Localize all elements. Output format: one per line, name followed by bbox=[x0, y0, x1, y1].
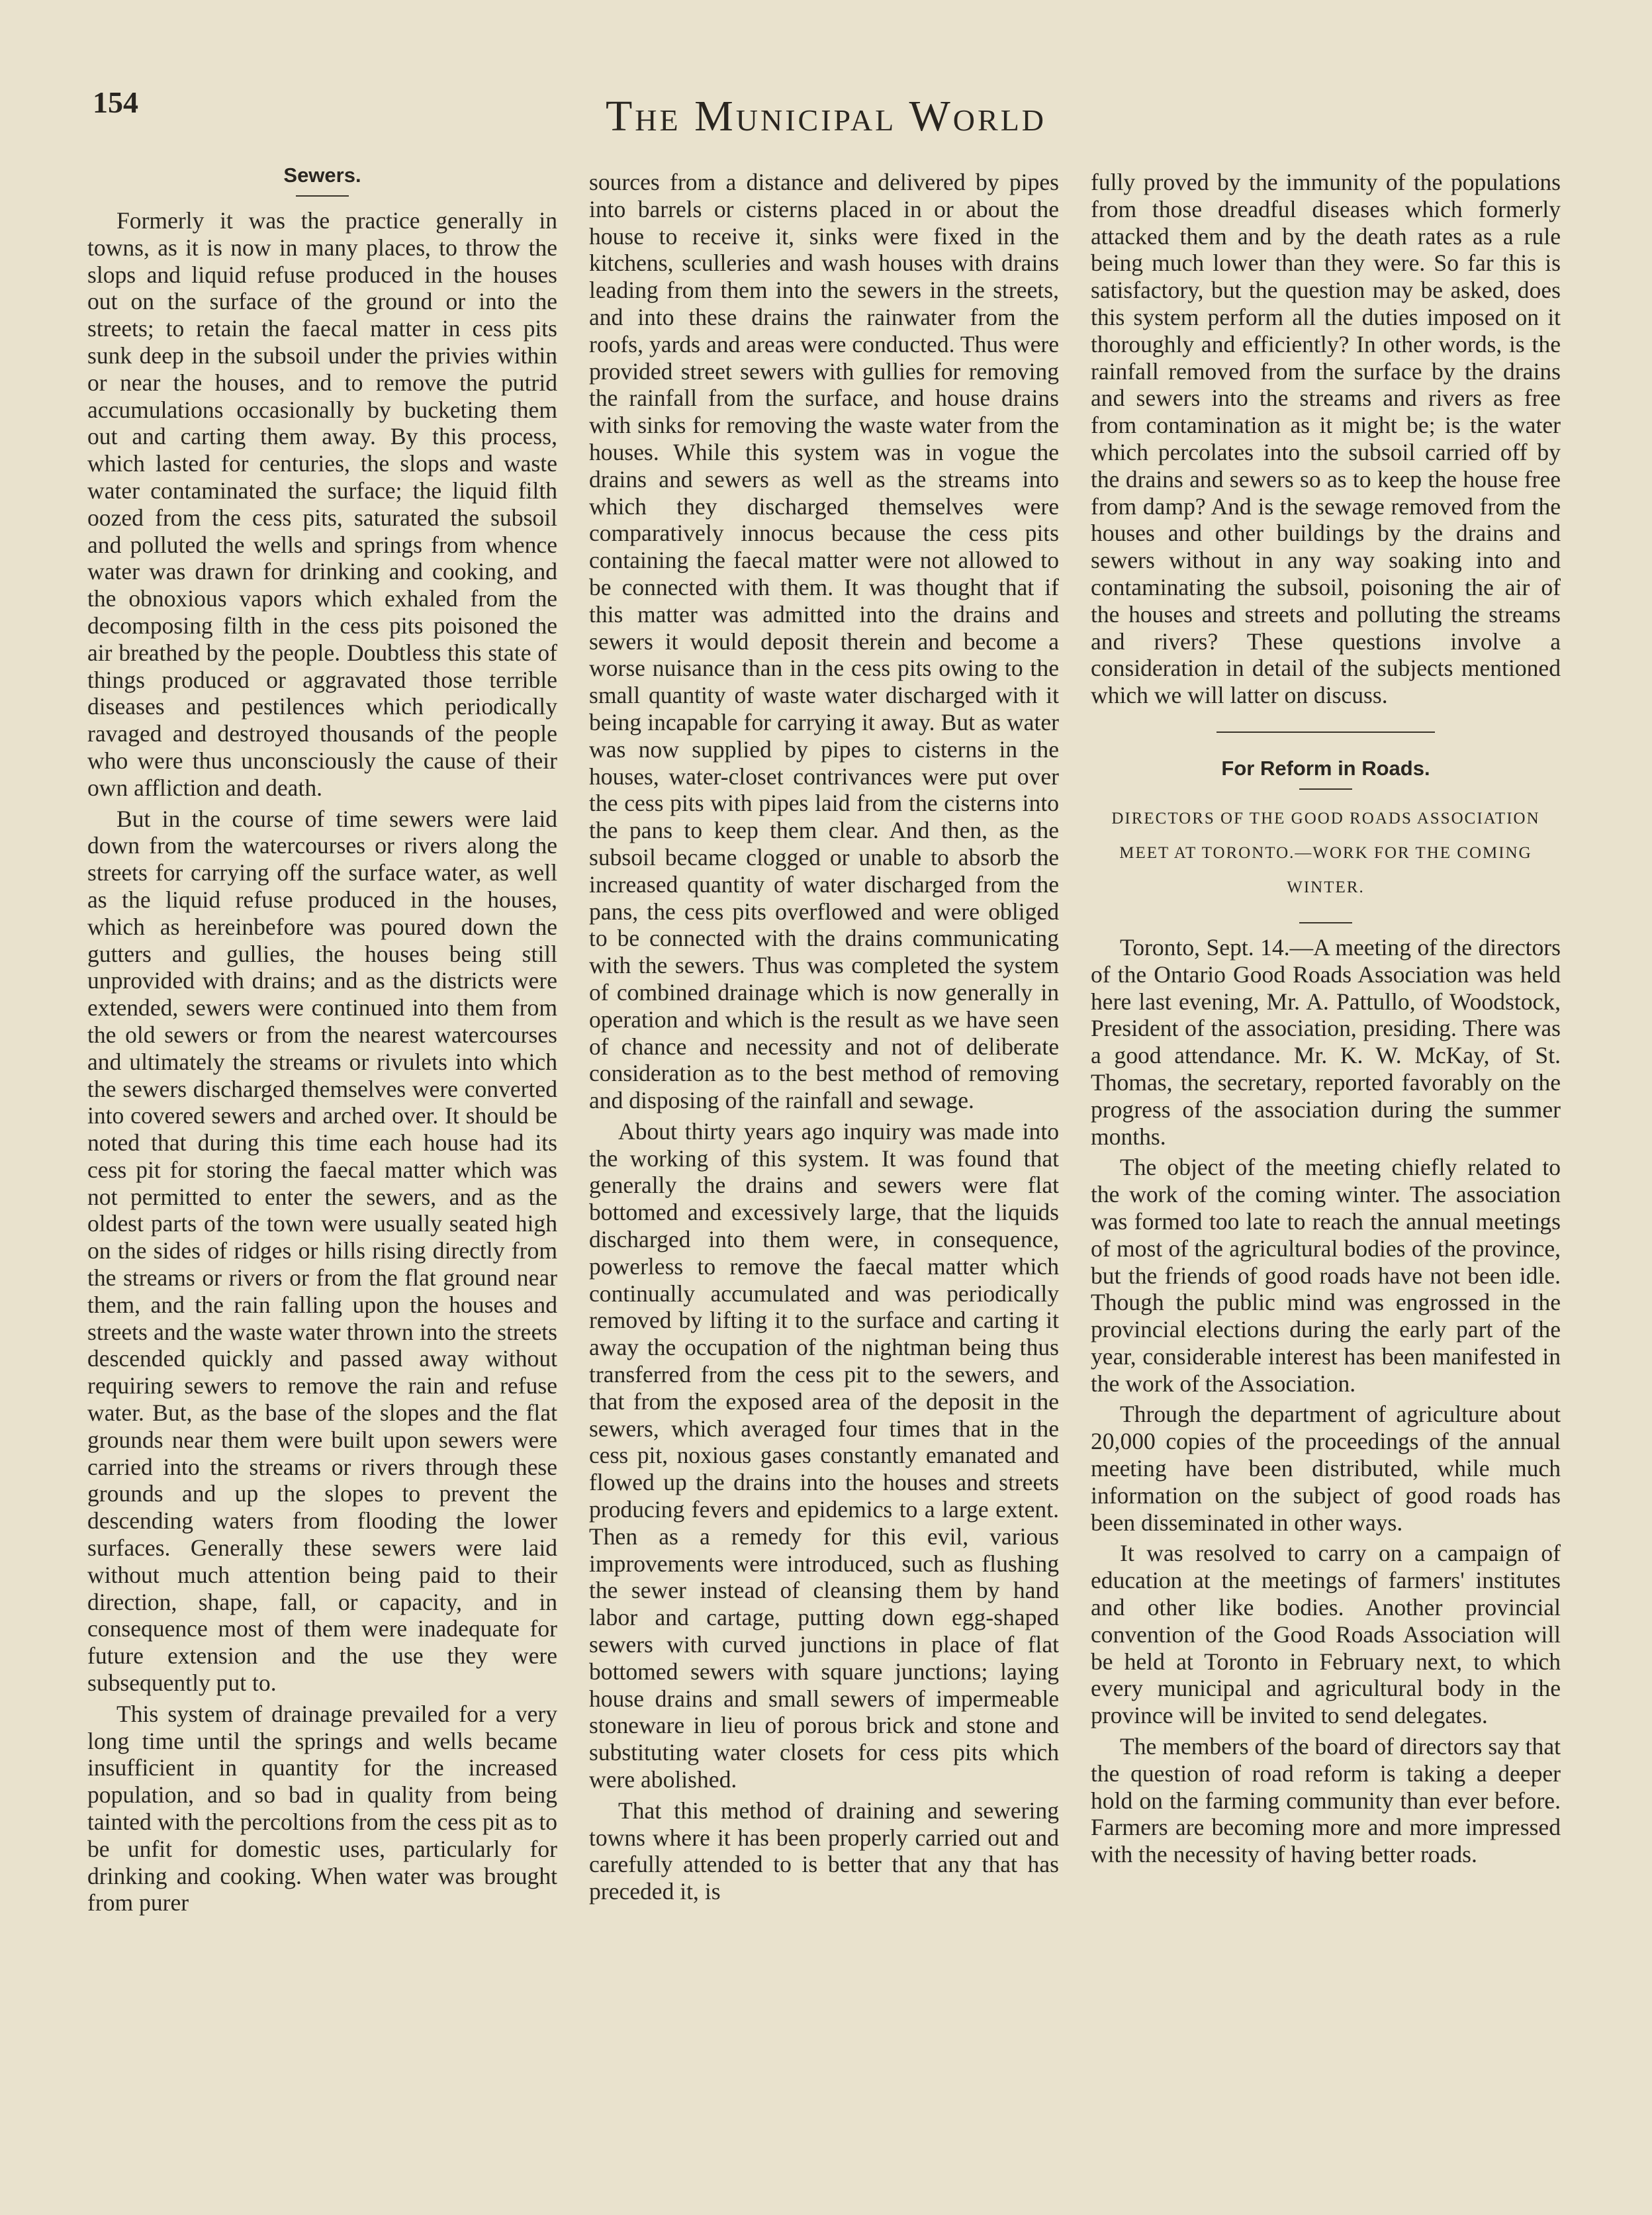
paragraph: fully proved by the immunity of the populations from those dreadful diseases which formerly attacked them and by the death rates as a rule being much lower than they were. So far this is satisfactory, but the question may be asked, does this system perform all the duties imposed on it thoroughly and efficiently? In other words, is the rainfall removed from the surface by the drains and sewers into the streams and rivers as free from contamination as it might be; is the water which percolates into the subsoil carried off by the drains and sewers so as to keep the house free from damp? And is the sewage removed from the houses and other buildings by the drains and sewers without in any way soaking into and contaminating the subsoil, poisoning the air of the houses and streets and polluting the streams and rivers? These questions involve a consideration in detail of the subjects mentioned which we will latter on discuss. bbox=[1091, 169, 1561, 709]
column-2 bbox=[589, 169, 1059, 1909]
sewers-heading: Sewers. bbox=[283, 164, 361, 187]
roads-subheading: DIRECTORS OF THE GOOD ROADS ASSOCIATION MEET AT TORONTO.—WORK FOR THE COMING WINTER. bbox=[1111, 809, 1540, 896]
heading-rule bbox=[1299, 788, 1352, 790]
roads-heading: For Reform in Roads. bbox=[1221, 756, 1430, 780]
paragraph: Formerly it was the practice generally in towns, as it is now in many places, to throw the slops and liquid refuse produced in the houses out on the surface of the ground or into the streets; to retain the faecal matter in cess pits sunk deep in the subsoil under the privies within or near the houses, and to remove the putrid accumulations occasionally by bucketing them out and carting them away. By this process, which lasted for centuries, the slops and waste water contaminated the surface; the liquid filth oozed from the cess pits, saturated the subsoil and polluted the wells and springs from whence water was drawn for drinking and cooking, and the obnoxious vapors which exhaled from the decomposing filth in the cess pits poisoned the air breathed by the people. Doubtless this state of things produced or aggravated those terrible diseases and pestilences which periodically ravaged and destroyed thousands of the people who were thus unconsciously the cause of their own affliction and death. bbox=[87, 207, 557, 801]
paragraph: About thirty years ago inquiry was made into the working of this system. It was found that generally the drains and sewers were flat bottomed and excessively large, that the liquids discharged into them were, in consequence, powerless to remove the faecal matter which continually accumulated and was periodically removed by lifting it to the surface and carting it away the occupation of the nightman being thus transferred from the cess pit to the sewers, and that from the exposed area of the deposit in the sewers, which averaged four times that in the cess pit, noxious gases constantly emanated and flowed up the drains into the houses and streets producing fevers and epidemics to a large extent. Then as a remedy for this evil, various improvements were introduced, such as flushing the sewer instead of cleansing them by hand labor and cartage, putting down egg-shaped sewers with curved junctions in place of flat bottomed sewers with square junctions; laying house drains and small sewers of impermeable stoneware in lieu of porous brick and stone and substituting water closets for cess pits which were abolished. bbox=[589, 1117, 1059, 1793]
paragraph: The object of the meeting chiefly related to the work of the coming winter. The association was formed too late to reach the annual meetings of most of the agricultural bodies of the province, but the friends of good roads have not been idle. Though the public mind was engrossed in the provincial elections during the early part of the year, considerable interest has been manifested in the work of the Association. bbox=[1091, 1154, 1561, 1397]
masthead: The Municipal World bbox=[605, 92, 1047, 140]
paragraph: Toronto, Sept. 14.—A meeting of the directors of the Ontario Good Roads Association was held here last evening, Mr. A. Pattullo, of Woodstock, President of the association, presiding. There was a good attendance. Mr. K. W. McKay, of St. Thomas, the secretary, reported favorably on the progress of the association during the summer months. bbox=[1091, 933, 1561, 1150]
paragraph: The members of the board of directors say that the question of road reform is taking a deeper hold on the farming community than ever before. Farmers are becoming more and more impressed with the necessity of having better roads. bbox=[1091, 1733, 1561, 1868]
heading-rule bbox=[296, 195, 349, 197]
page-number: 154 bbox=[93, 85, 138, 119]
paragraph: That this method of draining and sewering towns where it has been properly carried out and carefully attended to is better that any that has preceded it, is bbox=[589, 1797, 1059, 1905]
column-1 bbox=[87, 164, 557, 1920]
paragraph: sources from a distance and delivered by pipes into barrels or cisterns placed in or about the house to receive it, sinks were fixed in the kitchens, sculleries and wash houses with drains leading from them into the sewers in the streets, and into these drains the rainwater from the roofs, yards and areas were conducted. Thus were provided street sewers with gullies for removing the rainfall from the surface, and house drains with sinks for removing the waste water from the houses. While this system was in vogue the drains and sewers as well as the streams into which they discharged themselves were comparatively innocus because the cess pits containing the faecal matter were not allowed to be connected with them. It was thought that if this matter was admitted into the drains and sewers it would deposit therein and become a worse nuisance than in the cess pits owing to the small quantity of waste water discharged with it being incapable for carrying it away. But as water was now supplied by pipes to cisterns in the houses, water-closet contrivances were put over the cess pits with pipes laid from the cisterns into the pans to keep them clear. And then, as the subsoil became clogged or unable to absorb the increased quantity of water discharged from the pans, the cess pits overflowed and were obliged to be connected with the drains communicating with the sewers. Thus was completed the system of combined drainage which is now generally in operation and which is the result as we have seen of chance and necessity and not of deliberate consideration as to the best method of removing and disposing of the rainfall and sewage. bbox=[589, 169, 1059, 1114]
paragraph: It was resolved to carry on a campaign of education at the meetings of farmers' institutes and other like bodies. Another provincial convention of the Good Roads Association will be held at Toronto in February next, to which every municipal and agricultural body in the province will be invited to send delegates. bbox=[1091, 1540, 1561, 1729]
paragraph: Through the department of agriculture about 20,000 copies of the proceedings of the annual meeting have been distributed, while much information on the subject of good roads has been disseminated in other ways. bbox=[1091, 1401, 1561, 1536]
paragraph: This system of drainage prevailed for a very long time until the springs and wells became insufficient in quantity for the increased population, and so bad in quality from being tainted with the percoltions from the cess pit as to be unfit for domestic uses, particularly for drinking and cooking. When water was brought from purer bbox=[87, 1700, 557, 1916]
subheading-rule bbox=[1299, 922, 1352, 923]
paragraph: But in the course of time sewers were laid down from the watercourses or rivers along the streets for carrying off the surface water, as well as the liquid refuse produced in the houses, which as hereinbefore was poured down the gutters and gullies, the houses being still unprovided with drains; and as the districts were extended, sewers were continued into them from the old sewers or from the nearest watercourses and ultimately the streams or rivulets into which the sewers discharged themselves were converted into covered sewers and arched over. It should be noted that during this time each house had its cess pit for storing the faecal matter which was not permitted to enter the sewers, and as the oldest parts of the town were usually seated high on the sides of ridges or hills rising directly from the streams or rivers or from the flat ground near them, and the rain falling upon the houses and streets and the waste water thrown into the streets descended quickly and passed away without requiring sewers to remove the rain and refuse water. But, as the base of the slopes and the flat grounds near them were built upon sewers were carried into the streams or rivers through these grounds and up the slopes to prevent the descending waters from flooding the lower surfaces. Generally these sewers were laid without much attention being paid to their direction, shape, fall, or capacity, and in consequence most of them were inadequate for future extension and the use they were subsequently put to. bbox=[87, 805, 557, 1697]
column-3 bbox=[1091, 169, 1561, 1872]
section-divider bbox=[1216, 731, 1435, 733]
